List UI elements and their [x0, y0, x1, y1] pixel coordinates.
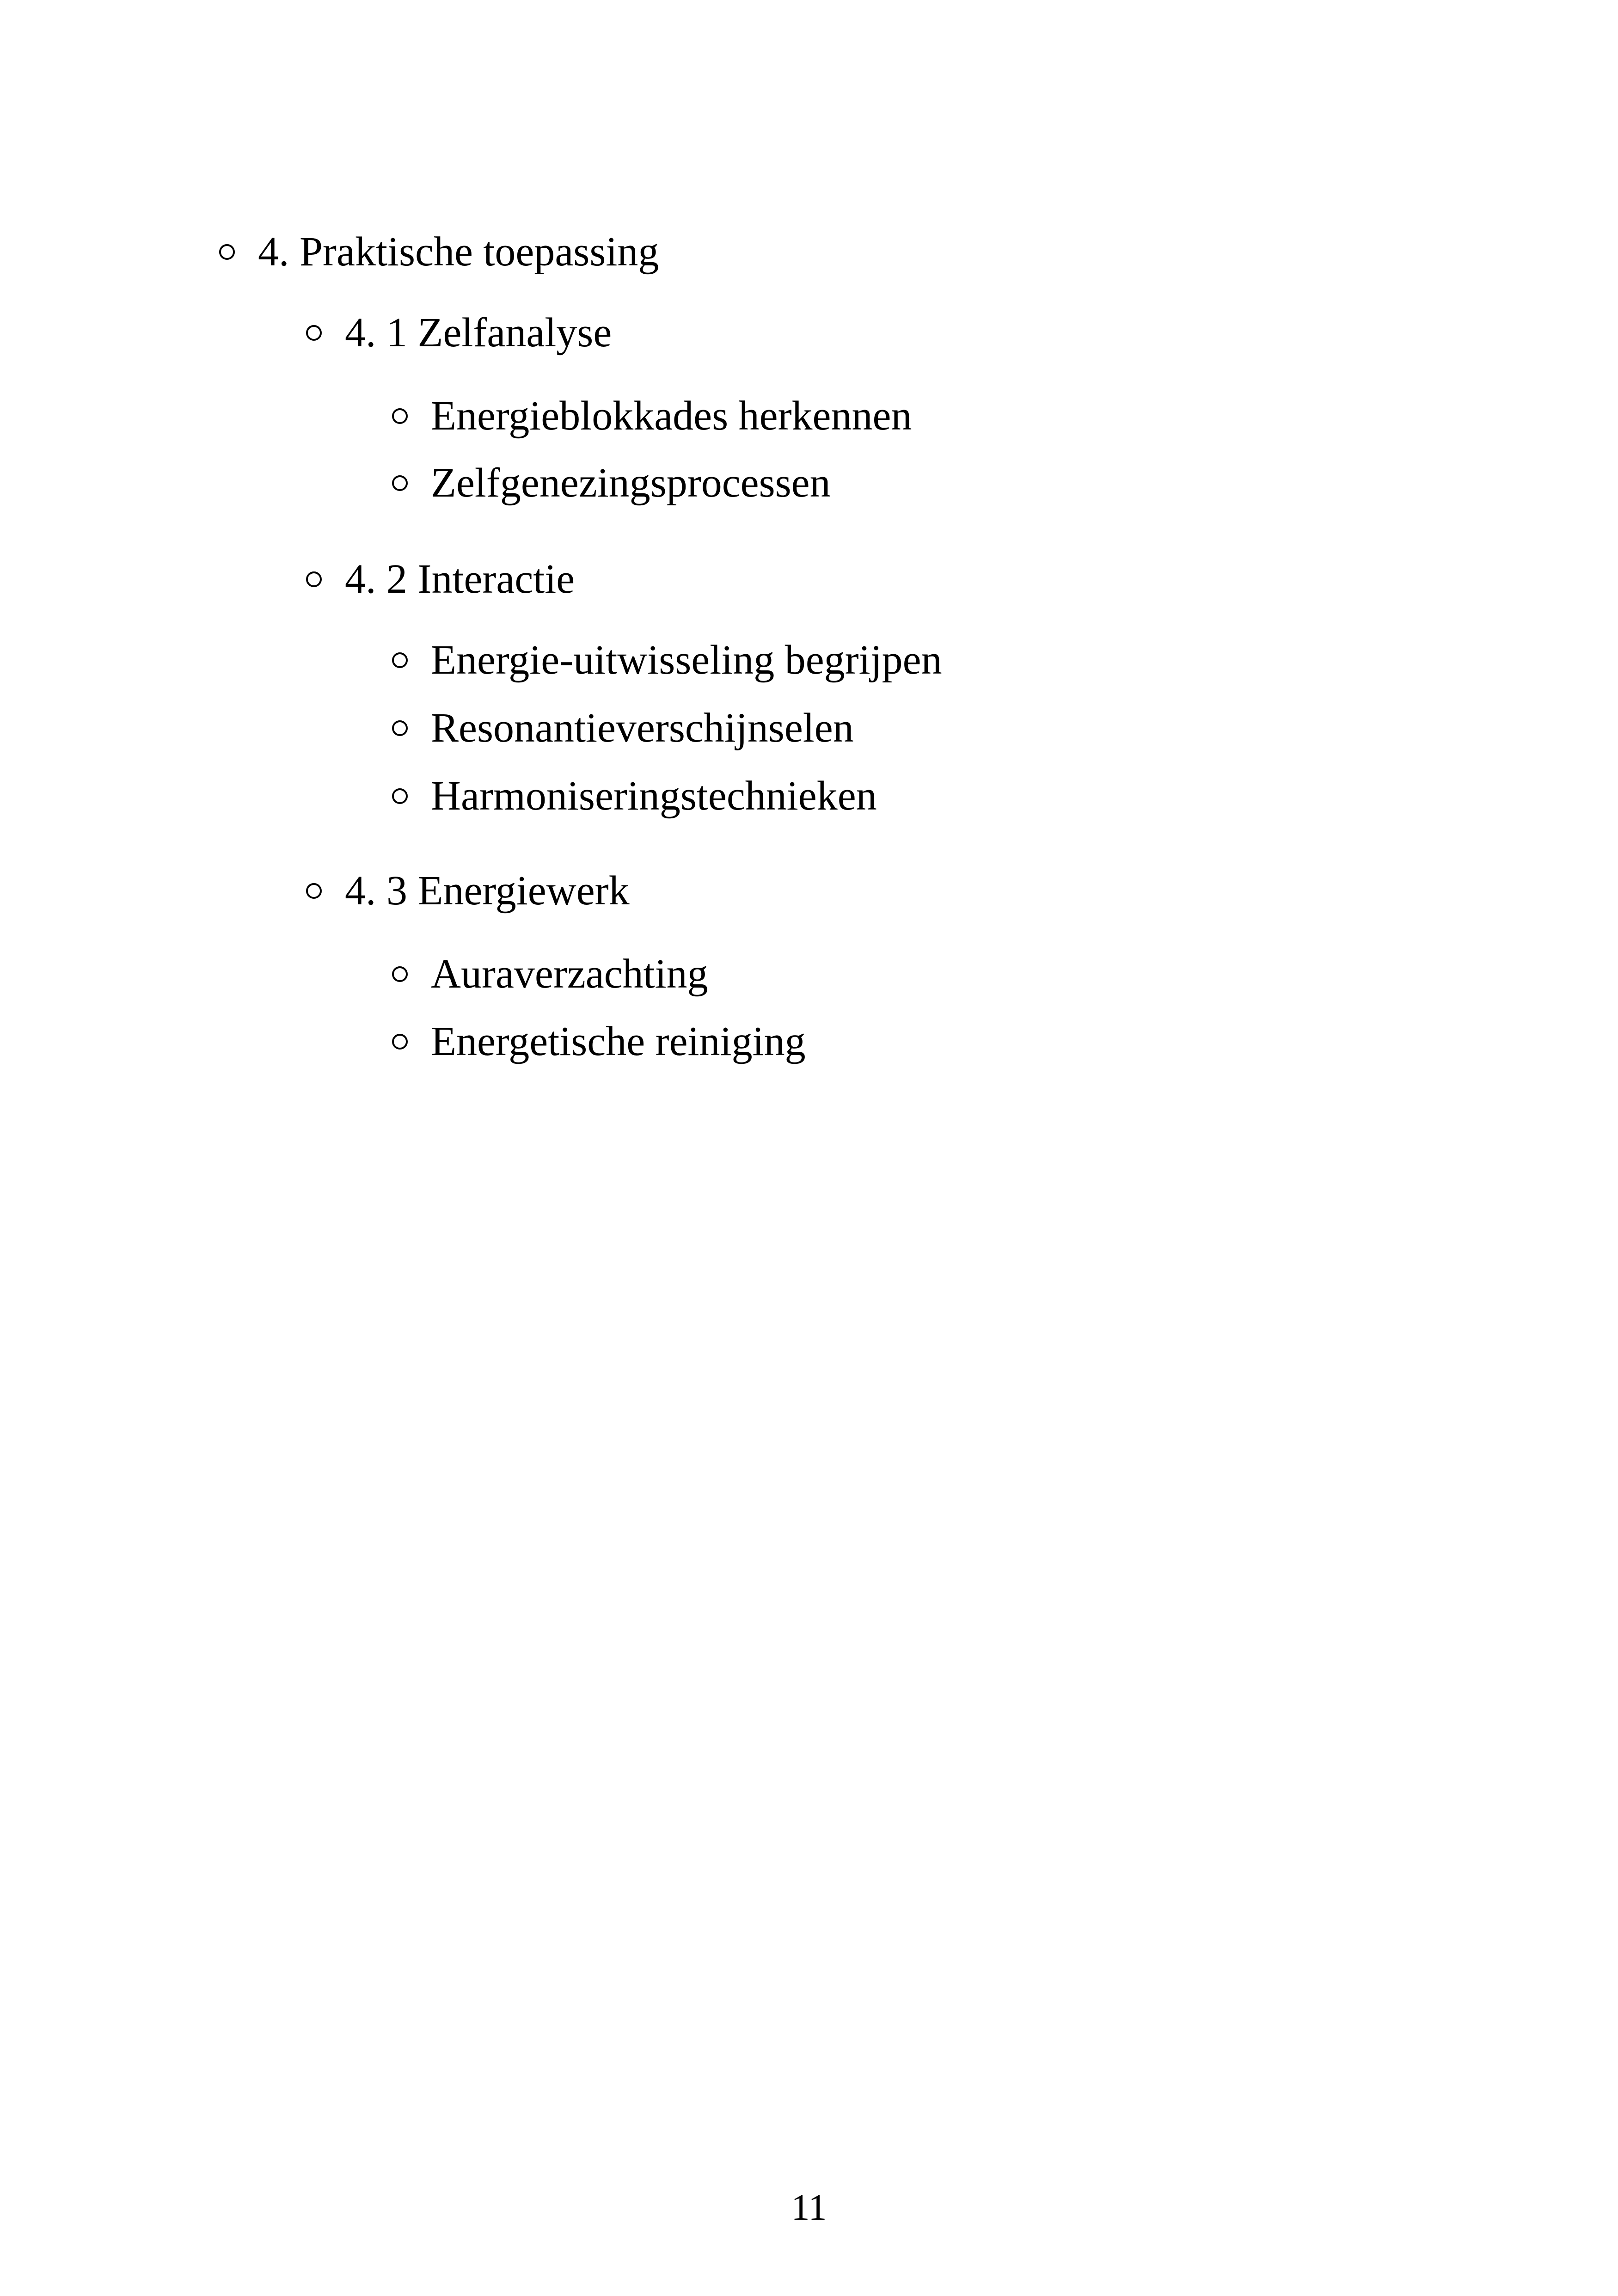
circle-bullet-icon [219, 244, 235, 260]
section-title [306, 870, 630, 912]
list-item-text: Energetische reiniging [431, 1019, 806, 1064]
circle-bullet-icon [392, 475, 408, 491]
circle-bullet-icon [306, 883, 322, 899]
list-item-text: Harmoniseringstechnieken [431, 773, 877, 819]
section-title-text: 4. 2 Interactie [345, 556, 575, 602]
list-item [392, 639, 942, 681]
circle-bullet-icon [392, 720, 408, 736]
list-item [392, 775, 877, 817]
list-item [392, 707, 854, 749]
circle-bullet-icon [392, 408, 408, 424]
heading-text: 4. Praktische toepassing [258, 229, 659, 275]
list-item [392, 395, 912, 437]
section-title [306, 556, 575, 602]
circle-bullet-icon [306, 571, 322, 587]
page-number: 11 [791, 2187, 827, 2228]
list-item-text: Auraverzachting [431, 951, 708, 997]
list-item-text: Energie-uitwisseling begrijpen [431, 637, 942, 683]
circle-bullet-icon [392, 966, 408, 982]
section-title-text: 4. 3 Energiewerk [345, 868, 630, 914]
outline-heading [219, 231, 659, 273]
circle-bullet-icon [306, 325, 322, 341]
list-item [392, 462, 831, 504]
list-item-text: Resonantieverschijnselen [431, 705, 854, 751]
list-item-text: Energieblokkades herkennen [431, 393, 912, 439]
circle-bullet-icon [392, 788, 408, 804]
circle-bullet-icon [392, 1034, 408, 1050]
section-title-text: 4. 1 Zelfanalyse [345, 310, 612, 356]
list-item [392, 953, 708, 995]
list-item-text: Zelfgenezingsprocessen [431, 460, 831, 506]
section-title [306, 312, 612, 354]
circle-bullet-icon [392, 652, 408, 668]
list-item [392, 1021, 806, 1062]
